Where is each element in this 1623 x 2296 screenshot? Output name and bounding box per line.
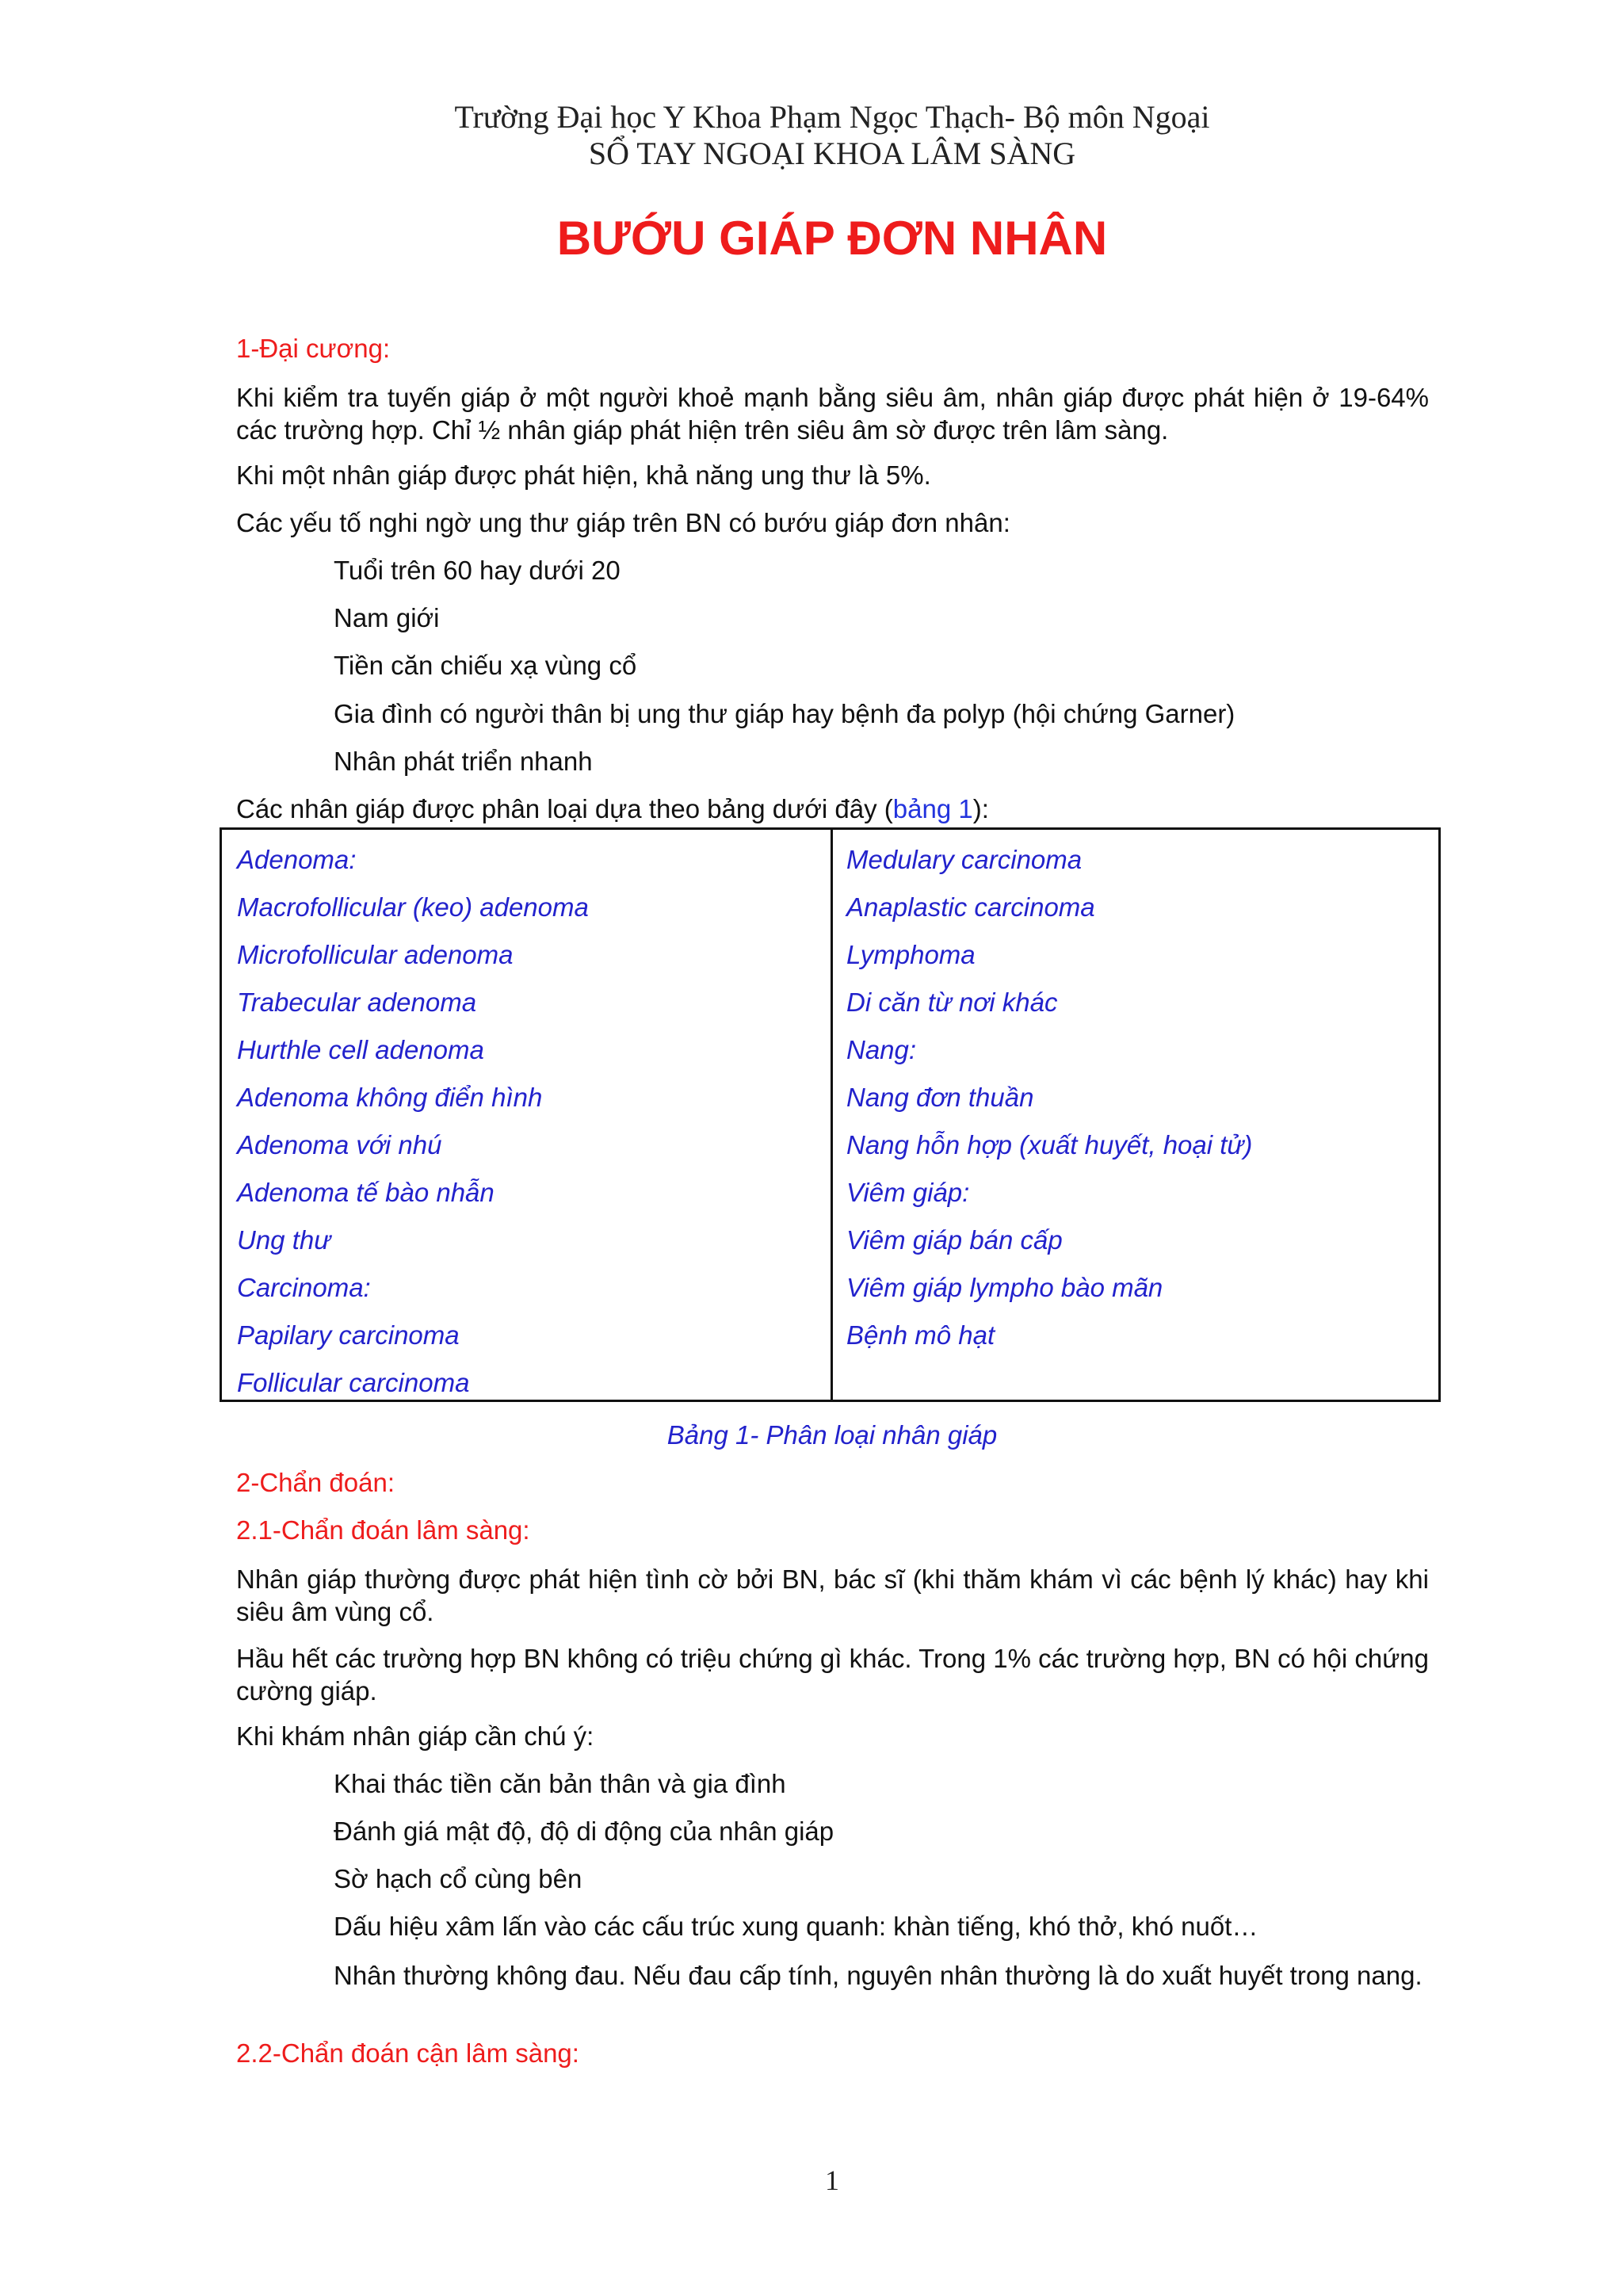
paragraph-clinical-3: Khi khám nhân giáp cần chú ý: <box>236 1721 594 1751</box>
table-cell-right: Nang hỗn hợp (xuất huyết, hoại tử) <box>846 1130 1253 1159</box>
table-cell-left: Macrofollicular (keo) adenoma <box>237 892 589 922</box>
table-cell-left: Adenoma không điển hình <box>237 1083 543 1112</box>
list-item: Tiền căn chiếu xạ vùng cổ <box>334 651 637 680</box>
table-cell-left: Hurthle cell adenoma <box>237 1035 484 1064</box>
table-cell-left: Adenoma với nhú <box>237 1130 442 1159</box>
table-cell-left: Ung thư <box>237 1225 331 1255</box>
table-cell-left: Follicular carcinoma <box>237 1368 470 1397</box>
table-intro-text-after: ): <box>972 794 989 823</box>
table-reference-link[interactable]: bảng 1 <box>892 794 973 823</box>
paragraph-clinical-2: Hầu hết các trường hợp BN không có triệu chứng gì khác. Trong 1% các trường hợp, BN có hội chứng cường giáp. <box>236 1644 1429 1706</box>
paragraph-overview-3: Các yếu tố nghi ngờ ung thư giáp trên BN có bướu giáp đơn nhân: <box>236 508 1010 537</box>
list-item: Nhân thường không đau. Nếu đau cấp tính, nguyên nhân thường là do xuất huyết trong nang. <box>334 1961 1423 1990</box>
header-institution: Trường Đại học Y Khoa Phạm Ngọc Thạch- Bộ môn Ngoại <box>454 99 1210 135</box>
list-item: Tuổi trên 60 hay dưới 20 <box>334 556 621 585</box>
paragraph-clinical-1: Nhân giáp thường được phát hiện tình cờ bởi BN, bác sĩ (khi thăm khám vì các bệnh lý khác) hay khi siêu âm vùng cổ. <box>236 1564 1429 1626</box>
list-item: Dấu hiệu xâm lấn vào các cấu trúc xung quanh: khàn tiếng, khó thở, khó nuốt… <box>334 1912 1258 1941</box>
table-intro-text-before: Các nhân giáp được phân loại dựa theo bảng dưới đây ( <box>236 794 893 823</box>
classification-table <box>220 827 1441 1402</box>
section-heading-overview: 1-Đại cương: <box>236 334 391 363</box>
table-cell-left: Adenoma: <box>237 845 357 874</box>
list-item: Khai thác tiền căn bản thân và gia đình <box>334 1769 786 1798</box>
table-cell-right: Lymphoma <box>846 940 976 969</box>
table-cell-right: Viêm giáp lympho bào mãn <box>846 1273 1163 1302</box>
list-item: Nam giới <box>334 603 440 632</box>
table-cell-right: Viêm giáp: <box>846 1178 970 1207</box>
table-cell-right: Viêm giáp bán cấp <box>846 1225 1063 1255</box>
paragraph-overview-2: Khi một nhân giáp được phát hiện, khả năng ung thư là 5%. <box>236 460 931 490</box>
table-cell-left: Adenoma tế bào nhẫn <box>237 1178 495 1207</box>
list-item: Nhân phát triển nhanh <box>334 747 593 776</box>
table-cell-right: Nang đơn thuần <box>846 1083 1034 1112</box>
paragraph-table-intro <box>236 794 989 824</box>
table-cell-left: Carcinoma: <box>237 1273 371 1302</box>
section-heading-diagnosis: 2-Chẩn đoán: <box>236 1468 395 1497</box>
list-item: Sờ hạch cổ cùng bên <box>334 1864 582 1893</box>
table-cell-right: Medulary carcinoma <box>846 845 1083 874</box>
table-caption: Bảng 1- Phân loại nhân giáp <box>666 1420 998 1450</box>
table-cell-left: Papilary carcinoma <box>237 1320 460 1350</box>
table-cell-right: Bệnh mô hạt <box>846 1320 995 1350</box>
section-heading-paraclinical-diagnosis: 2.2-Chẩn đoán cận lâm sàng: <box>236 2038 579 2068</box>
list-item: Gia đình có người thân bị ung thư giáp hay bệnh đa polyp (hội chứng Garner) <box>334 699 1235 728</box>
paragraph-overview-1: Khi kiểm tra tuyến giáp ở một người khoẻ mạnh bằng siêu âm, nhân giáp được phát hiện ở 19-64% các trường hợp. Chỉ ½ nhân giáp phát hiện trên siêu âm sờ được trên lâm sàng. <box>236 383 1429 445</box>
section-heading-clinical-diagnosis: 2.1-Chẩn đoán lâm sàng: <box>236 1515 530 1545</box>
header-book-title: SỔ TAY NGOẠI KHOA LÂM SÀNG <box>588 136 1076 171</box>
table-cell-right: Nang: <box>846 1035 917 1064</box>
table-cell-left: Microfollicular adenoma <box>237 940 514 969</box>
table-cell-left: Trabecular adenoma <box>237 988 477 1017</box>
table-cell-right: Anaplastic carcinoma <box>846 892 1095 922</box>
list-item: Đánh giá mật độ, độ di động của nhân giáp <box>334 1817 834 1846</box>
page-title: BƯỚU GIÁP ĐƠN NHÂN <box>556 212 1108 265</box>
table-column-divider <box>831 830 833 1400</box>
table-cell-right: Di căn từ nơi khác <box>846 988 1058 1017</box>
page-number: 1 <box>825 2164 839 2196</box>
